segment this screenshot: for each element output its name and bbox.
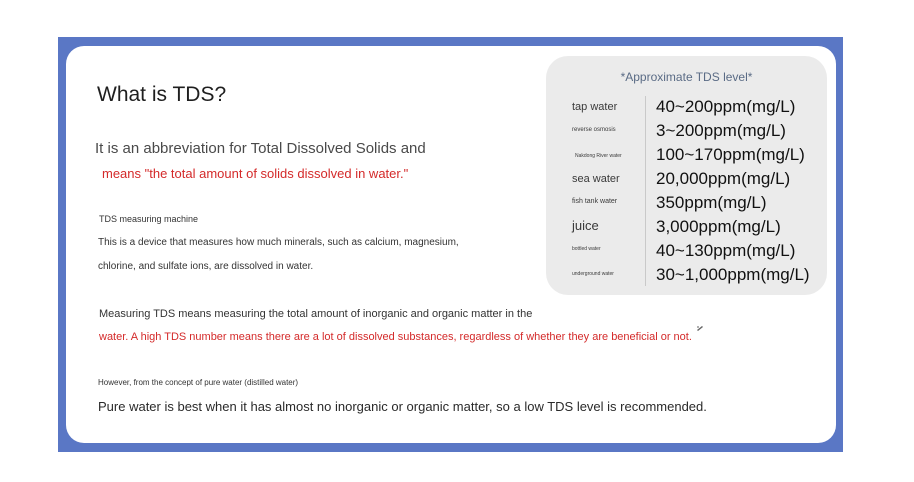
pure-water-statement: Pure water is best when it has almost no inorganic or organic matter, so a low TDS level is recommended. xyxy=(98,399,707,414)
machine-line-2: chlorine, and sulfate ions, are dissolved in water. xyxy=(98,261,314,272)
tds-row-label: reverse osmosis xyxy=(572,127,616,133)
machine-line-1: This is a device that measures how much minerals, such as calcium, magnesium, xyxy=(98,237,459,248)
measuring-line-1: Measuring TDS means measuring the total amount of inorganic and organic matter in the xyxy=(99,308,533,320)
tds-row-value: 40~200ppm(mg/L) xyxy=(656,97,796,116)
tds-row-label: tap water xyxy=(572,101,618,113)
pure-water-note: However, from the concept of pure water (distilled water) xyxy=(98,378,299,387)
pen-icon xyxy=(696,325,704,331)
tds-row-value: 350ppm(mg/L) xyxy=(656,193,767,212)
tds-panel-title: *Approximate TDS level* xyxy=(620,70,753,84)
tds-row-value: 100~170ppm(mg/L) xyxy=(656,145,805,164)
tds-row-label: underground water xyxy=(572,271,614,277)
tds-level-panel xyxy=(546,56,827,295)
tds-row-label: Nakdong River water xyxy=(575,153,622,159)
tds-row-value: 30~1,000ppm(mg/L) xyxy=(656,265,810,284)
intro-line-2: means "the total amount of solids dissolved in water." xyxy=(102,166,409,181)
tds-divider xyxy=(645,96,646,286)
page-title: What is TDS? xyxy=(97,83,227,106)
tds-row-label: fish tank water xyxy=(572,198,618,205)
tds-row-value: 40~130ppm(mg/L) xyxy=(656,241,796,260)
tds-row-label: juice xyxy=(572,218,599,233)
intro-line-1: It is an abbreviation for Total Dissolved Solids and xyxy=(95,140,426,157)
tds-row-label: sea water xyxy=(572,173,620,185)
machine-heading: TDS measuring machine xyxy=(99,214,199,224)
tds-row-label: bottled water xyxy=(572,246,601,252)
tds-row-value: 3~200ppm(mg/L) xyxy=(656,121,786,140)
tds-row-value: 20,000ppm(mg/L) xyxy=(656,169,791,188)
measuring-line-2: water. A high TDS number means there are a lot of dissolved substances, regardless of whether they are beneficial or not. xyxy=(99,331,692,343)
tds-row-value: 3,000ppm(mg/L) xyxy=(656,217,781,236)
